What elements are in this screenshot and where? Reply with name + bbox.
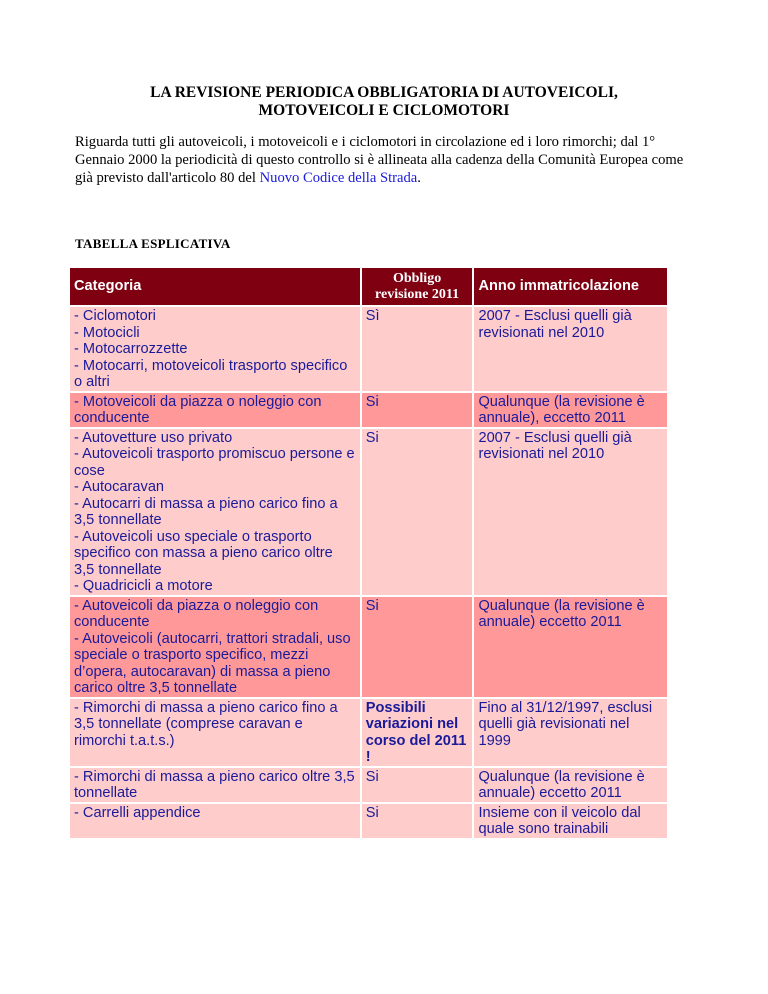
- categoria-item: - Motoveicoli da piazza o noleggio con conducente: [74, 393, 322, 426]
- categoria-item: - Rimorchi di massa a pieno carico fino a 3,5 tonnellate (comprese caravan e rimorchi t.a.t.s.): [74, 699, 338, 749]
- cell-obbligo: Si: [362, 597, 473, 697]
- revision-table: [68, 266, 669, 840]
- cell-anno: Insieme con il veicolo dal quale sono trainabili: [474, 804, 667, 838]
- cell-obbligo: Possibili variazioni nel corso del 2011 !: [362, 699, 473, 766]
- categoria-item: - Motocarrozzette: [74, 341, 188, 357]
- categoria-item: - Autovetture uso privato: [74, 429, 233, 446]
- page-title: [75, 84, 693, 120]
- cell-anno: Fino al 31/12/1997, esclusi quelli già revisionati nel 1999: [474, 699, 667, 766]
- cell-categoria: [70, 768, 360, 802]
- cell-categoria: [70, 429, 360, 595]
- table-row: [70, 429, 667, 595]
- header-obbligo-line-1: Obbligo: [392, 270, 442, 286]
- cell-categoria: [70, 597, 360, 697]
- categoria-item: - Ciclomotori: [74, 308, 156, 324]
- categoria-item: - Motocarri, motoveicoli trasporto specifico o altri: [74, 357, 348, 390]
- title-line-2: MOTOVEICOLI E CICLOMOTORI: [258, 102, 510, 119]
- title-line-1: LA REVISIONE PERIODICA OBBLIGATORIA DI AUTOVEICOLI,: [150, 84, 618, 101]
- header-obbligo-line-2: revisione 2011: [375, 286, 460, 302]
- cell-obbligo: Sì: [362, 307, 473, 391]
- categoria-item: - Autocarri di massa a pieno carico fino a 3,5 tonnellate: [74, 495, 338, 528]
- categoria-item: - Autoveicoli trasporto promiscuo persone e cose: [74, 446, 355, 479]
- categoria-item: - Autoveicoli da piazza o noleggio con conducente: [74, 597, 319, 630]
- categoria-item: - Autoveicoli uso speciale o trasporto specifico con massa a pieno carico oltre 3,5 tonnellate: [74, 528, 333, 578]
- table-row: [70, 804, 667, 838]
- codice-strada-link[interactable]: Nuovo Codice della Strada: [259, 170, 418, 186]
- intro-text: Riguarda tutti gli autoveicoli, i motoveicoli e i ciclomotori in circolazione ed i loro rimorchi; dal 1° Gennaio 2000 la periodicità di questo controllo si è allineata alla cadenza della Comunità Europea come già previsto dall'articolo 80 del: [75, 134, 684, 186]
- categoria-item: - Autoveicoli (autocarri, trattori stradali, uso speciale o trasporto specifico, mezzi d’opera, autocaravan) di massa a pieno carico oltre 3,5 tonnellate: [74, 630, 351, 696]
- cell-obbligo: Si: [362, 768, 473, 802]
- intro-text-end: .: [417, 170, 421, 186]
- cell-anno: 2007 - Esclusi quelli già revisionati nel 2010: [474, 307, 667, 391]
- cell-categoria: [70, 804, 360, 838]
- categoria-item: - Autocaravan: [74, 479, 165, 495]
- table-row: [70, 393, 667, 427]
- cell-anno: 2007 - Esclusi quelli già revisionati nel 2010: [474, 429, 667, 595]
- header-categoria: Categoria: [70, 268, 360, 305]
- cell-anno: Qualunque (la revisione è annuale) eccetto 2011: [474, 768, 667, 802]
- header-obbligo: [362, 268, 473, 305]
- table-row: [70, 307, 667, 391]
- table-header-row: [70, 268, 667, 305]
- intro-paragraph: [75, 133, 693, 187]
- cell-categoria: [70, 393, 360, 427]
- header-anno: Anno immatricolazione: [474, 268, 667, 305]
- table-row: [70, 768, 667, 802]
- cell-obbligo: Si: [362, 804, 473, 838]
- cell-anno: Qualunque (la revisione è annuale), eccetto 2011: [474, 393, 667, 427]
- cell-anno: Qualunque (la revisione è annuale) eccetto 2011: [474, 597, 667, 697]
- cell-obbligo: Si: [362, 429, 473, 595]
- table-row: [70, 699, 667, 766]
- table-row: [70, 597, 667, 697]
- categoria-item: - Quadricicli a motore: [74, 578, 213, 594]
- cell-categoria: [70, 699, 360, 766]
- categoria-item: - Rimorchi di massa a pieno carico oltre 3,5 tonnellate: [74, 768, 355, 801]
- categoria-item: - Motocicli: [74, 324, 140, 341]
- cell-obbligo: Si: [362, 393, 473, 427]
- categoria-item: - Carrelli appendice: [74, 804, 201, 821]
- cell-categoria: [70, 307, 360, 391]
- section-heading: TABELLA ESPLICATIVA: [75, 236, 231, 251]
